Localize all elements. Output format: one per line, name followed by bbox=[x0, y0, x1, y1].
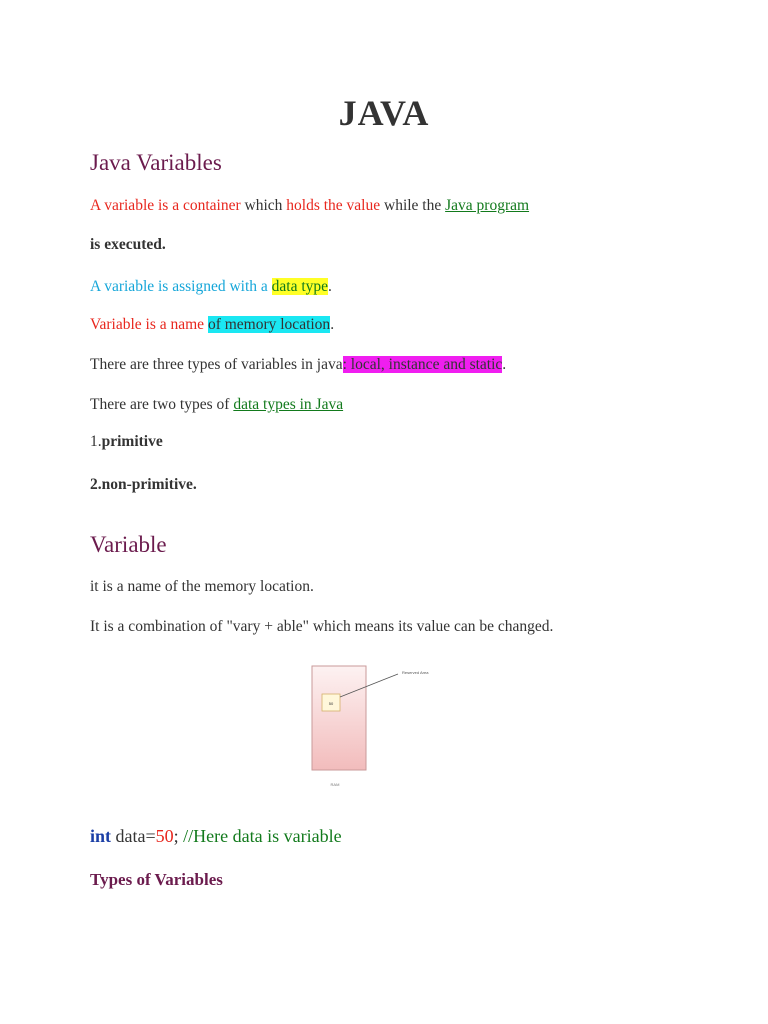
text-plain: which bbox=[240, 197, 287, 214]
text-red: A variable is a container bbox=[90, 197, 241, 214]
memory-diagram-svg bbox=[300, 664, 450, 794]
paragraph-three-types bbox=[90, 356, 506, 374]
list-number: 1. bbox=[90, 433, 102, 450]
java-program-link[interactable]: Java program bbox=[445, 197, 530, 214]
paragraph-memory-name: it is a name of the memory location. bbox=[90, 578, 314, 595]
list-item-primitive bbox=[90, 433, 163, 451]
highlight-variable-types: : local, instance and static bbox=[342, 356, 503, 373]
highlight-data-type: data type bbox=[271, 278, 329, 295]
list-text: primitive bbox=[101, 433, 163, 450]
text-period: . bbox=[502, 356, 507, 373]
highlight-memory-location: of memory location bbox=[207, 316, 331, 333]
text-red: holds the value bbox=[286, 197, 381, 214]
paragraph-two-data-types bbox=[90, 396, 343, 414]
code-keyword: int bbox=[90, 826, 112, 846]
paragraph-data-type bbox=[90, 278, 332, 296]
heading-java-variables: Java Variables bbox=[90, 150, 222, 175]
box-value-label: 50 bbox=[328, 701, 334, 706]
code-number: 50 bbox=[155, 826, 174, 846]
code-identifier: data= bbox=[111, 826, 156, 846]
text-red: Variable is a name bbox=[90, 316, 208, 333]
code-comment: //Here data is variable bbox=[183, 826, 342, 846]
paragraph-is-executed: is executed. bbox=[90, 236, 166, 253]
ram-caption: RAM bbox=[330, 782, 340, 787]
callout-label: Reserved Area bbox=[402, 670, 429, 675]
heading-types-of-variables: Types of Variables bbox=[90, 870, 223, 889]
code-example bbox=[90, 826, 342, 847]
document-title: JAVA bbox=[338, 93, 430, 133]
text-period: . bbox=[330, 316, 335, 333]
text-plain: There are three types of variables in java bbox=[90, 356, 343, 373]
text-period: . bbox=[328, 278, 332, 295]
paragraph-memory-location bbox=[90, 316, 334, 334]
text-plain: while the bbox=[380, 197, 446, 214]
list-item-non-primitive: 2.non-primitive. bbox=[90, 476, 197, 493]
ram-block bbox=[312, 666, 366, 770]
text-cyan: A variable is assigned with a bbox=[90, 278, 272, 295]
paragraph-container-definition bbox=[90, 197, 529, 215]
text-plain: There are two types of bbox=[90, 396, 234, 413]
data-types-in-java-link[interactable]: data types in Java bbox=[233, 396, 344, 413]
paragraph-vary-able: It is a combination of "vary + able" which means its value can be changed. bbox=[90, 618, 554, 635]
memory-diagram bbox=[300, 664, 450, 794]
heading-variable: Variable bbox=[90, 532, 167, 557]
code-semicolon: ; bbox=[173, 826, 184, 846]
